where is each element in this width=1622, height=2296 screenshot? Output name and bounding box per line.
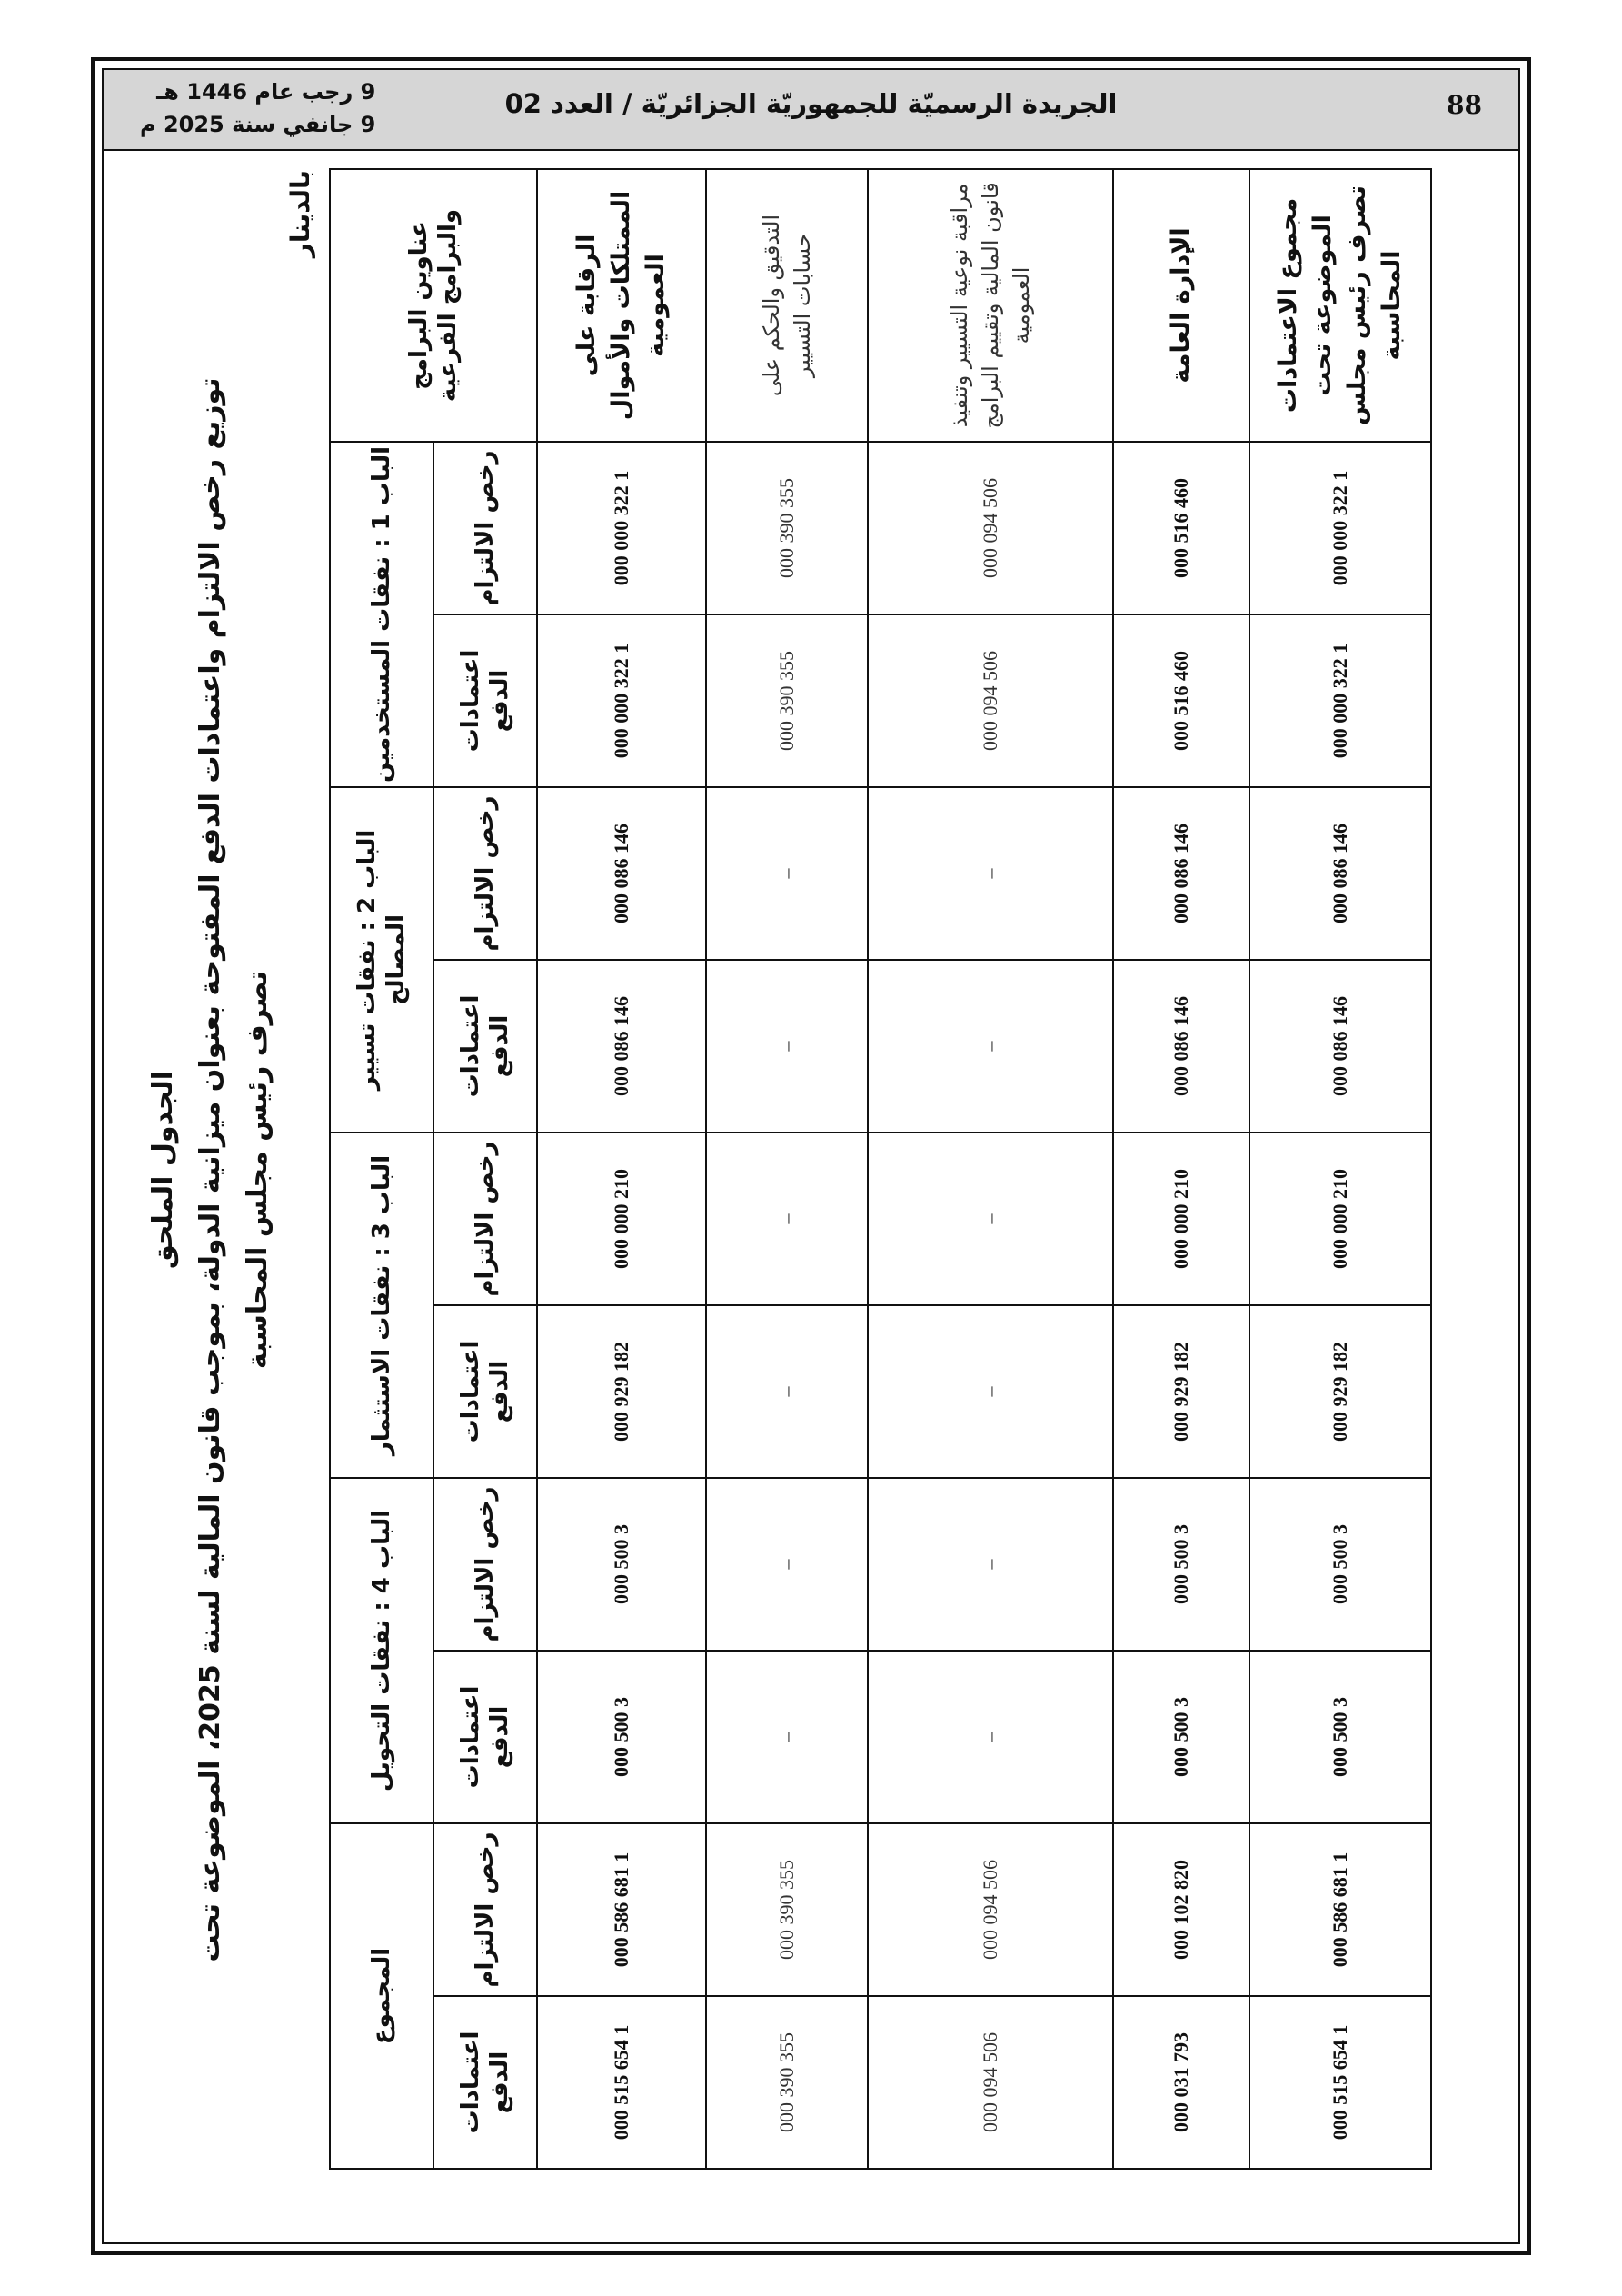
value-cell: 506 094 000 <box>868 1996 1113 2169</box>
value-cell: 146 086 000 <box>537 787 706 960</box>
date-block <box>140 75 375 141</box>
gazette-header <box>104 70 1518 151</box>
value-cell: – <box>706 1651 868 1823</box>
table-header-sub-row <box>433 169 537 2169</box>
rotated-annex-content <box>147 170 1438 2170</box>
commitment-header: رخص الالتزام <box>433 1133 537 1305</box>
chapter-2-header: الباب 2 : نفقات تسيير المصالح <box>330 787 433 1133</box>
value-cell: – <box>868 1305 1113 1478</box>
program-column-header: عناوين البرامج والبرامج الفرعية <box>330 169 537 442</box>
value-cell: – <box>706 1478 868 1651</box>
commitment-header: رخص الالتزام <box>433 787 537 960</box>
value-cell: 506 094 000 <box>868 442 1113 614</box>
program-name: الرقابة على الممتلكات والأموال العمومية <box>537 169 706 442</box>
value-cell: 820 102 000 <box>1113 1823 1249 1996</box>
value-cell: 146 086 000 <box>1249 787 1431 960</box>
value-cell: 210 000 000 <box>1113 1133 1249 1305</box>
value-cell: 146 086 000 <box>1113 787 1249 960</box>
value-cell: 355 390 000 <box>706 614 868 787</box>
value-cell: 210 000 000 <box>537 1133 706 1305</box>
payment-header: اعتمادات الدفع <box>433 960 537 1133</box>
value-cell: 3 500 000 <box>1113 1651 1249 1823</box>
program-name: مراقبة نوعية التسيير وتنفيذ قانون المالية وتقييم البرامج العمومية <box>868 169 1113 442</box>
value-cell: 182 929 000 <box>537 1305 706 1478</box>
payment-header: اعتمادات الدفع <box>433 1305 537 1478</box>
value-cell: 1 654 515 000 <box>537 1996 706 2169</box>
page-number: 88 <box>1447 90 1482 120</box>
value-cell: 460 516 000 <box>1113 614 1249 787</box>
value-cell: 355 390 000 <box>706 1996 868 2169</box>
program-name: التدقيق والحكم على حسابات التسيير <box>706 169 868 442</box>
value-cell: 3 500 000 <box>537 1478 706 1651</box>
table-row <box>706 169 868 2169</box>
commitment-header: رخص الالتزام <box>433 442 537 614</box>
value-cell: 182 929 000 <box>1113 1305 1249 1478</box>
value-cell: 793 031 000 <box>1113 1996 1249 2169</box>
total-header: المجموع <box>330 1823 433 2169</box>
table-row <box>1113 169 1249 2169</box>
date-gregorian: 9 جانفي سنة 2025 م <box>140 112 376 137</box>
value-cell: 355 390 000 <box>706 442 868 614</box>
value-cell: 1 681 586 000 <box>1249 1823 1431 1996</box>
annex-subtitle: توزيع رخص الالتزام واعتمادات الدفع المفتوحة بعنوان ميزانية الدولة، بموجب قانون المالية لسنة 2025، الموضوعة تحت تصرف رئيس مجلس المحاسبة <box>194 377 274 1962</box>
value-cell: 1 322 000 000 <box>537 614 706 787</box>
value-cell: – <box>706 787 868 960</box>
value-cell: 3 500 000 <box>1249 1651 1431 1823</box>
value-cell: 3 500 000 <box>1249 1478 1431 1651</box>
commitment-header: رخص الالتزام <box>433 1478 537 1651</box>
payment-header: اعتمادات الدفع <box>433 1651 537 1823</box>
currency-unit-label: بالدينار <box>285 170 315 258</box>
value-cell: 460 516 000 <box>1113 442 1249 614</box>
value-cell: 3 500 000 <box>537 1651 706 1823</box>
allocation-table <box>329 168 1432 2170</box>
chapter-4-header: الباب 4 : نفقات التحويل <box>330 1478 433 1823</box>
value-cell: 182 929 000 <box>1249 1305 1431 1478</box>
value-cell: – <box>868 960 1113 1133</box>
table-row <box>868 169 1113 2169</box>
value-cell: – <box>706 1305 868 1478</box>
gazette-title: الجريدة الرسميّة للجمهوريّة الجزائريّة / العدد 02 <box>504 88 1118 119</box>
value-cell: 355 390 000 <box>706 1823 868 1996</box>
table-row <box>537 169 706 2169</box>
table-row <box>1249 169 1431 2169</box>
date-hijri: 9 رجب عام 1446 هـ <box>156 79 376 105</box>
value-cell: 210 000 000 <box>1249 1133 1431 1305</box>
chapter-3-header: الباب 3 : نفقات الاستثمار <box>330 1133 433 1478</box>
value-cell: 1 322 000 000 <box>537 442 706 614</box>
table-header-group-row <box>330 169 433 2169</box>
value-cell: – <box>868 1651 1113 1823</box>
program-name: الإدارة العامة <box>1113 169 1249 442</box>
annex-caption <box>147 170 338 2170</box>
value-cell: 146 086 000 <box>1249 960 1431 1133</box>
value-cell: – <box>868 787 1113 960</box>
value-cell: – <box>868 1478 1113 1651</box>
commitment-header: رخص الالتزام <box>433 1823 537 1996</box>
value-cell: – <box>706 960 868 1133</box>
value-cell: 1 654 515 000 <box>1249 1996 1431 2169</box>
value-cell: 1 681 586 000 <box>537 1823 706 1996</box>
payment-header: اعتمادات الدفع <box>433 1996 537 2169</box>
annex-title: الجدول الملحق <box>147 1070 179 1270</box>
value-cell: 146 086 000 <box>1113 960 1249 1133</box>
value-cell: – <box>868 1133 1113 1305</box>
value-cell: 1 322 000 000 <box>1249 614 1431 787</box>
chapter-1-header: الباب 1 : نفقات المستخدمين <box>330 442 433 787</box>
value-cell: 146 086 000 <box>537 960 706 1133</box>
value-cell: 506 094 000 <box>868 614 1113 787</box>
value-cell: – <box>706 1133 868 1305</box>
value-cell: 3 500 000 <box>1113 1478 1249 1651</box>
value-cell: 1 322 000 000 <box>1249 442 1431 614</box>
payment-header: اعتمادات الدفع <box>433 614 537 787</box>
value-cell: 506 094 000 <box>868 1823 1113 1996</box>
program-name: مجموع الاعتمادات الموضوعة تحت تصرف رئيس مجلس المحاسبة <box>1249 169 1431 442</box>
